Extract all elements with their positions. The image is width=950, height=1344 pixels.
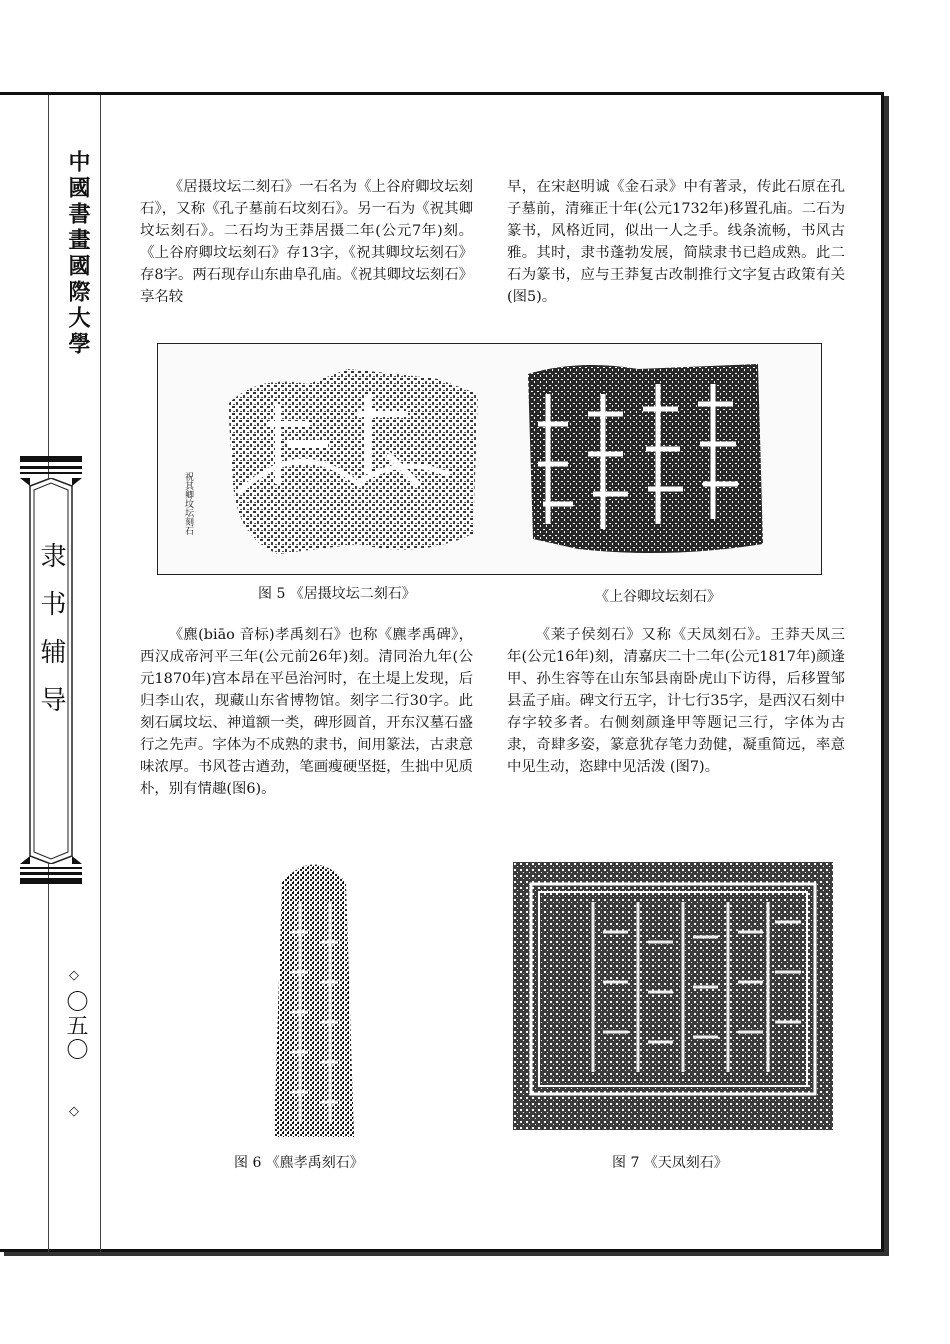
text-column <box>140 624 473 800</box>
ornament-band <box>20 872 82 875</box>
figure-5 <box>157 343 822 575</box>
figure-6-stele-image <box>262 852 366 1142</box>
paragraph: 《麃(biāo 音标)孝禹刻石》也称《麃孝禹碑》，西汉成帝河平三年(公元前26年)刻。清同治九年(公元1870年)宫本昂在平邑治河时，在土堤上发现，后归李山农，现藏山东省博物馆。刻字二行30字。此刻石属坟坛、神道额一类，碑形圆首，开东汉墓石盛行之先声。字体为不成熟的隶书，间用篆法，古隶意味浓厚。书风苍古遒劲，笔画瘦硬坚挺，生拙中见质朴，别有情趣(图6)。 <box>140 627 473 797</box>
page-number: 〇五〇 <box>56 990 94 1062</box>
stone-rubbing-right-image <box>518 354 768 559</box>
paragraph: 《莱子侯刻石》又称《天凤刻石》。王莽天凤三年(公元16年)刻，清嘉庆二十二年(公元1817年)颜逢甲、孙生容等在山东邹县南卧虎山下访得，后移置邹县孟子庙。碑文行五字，计七行35字，是西汉石刻中存字较多者。右侧刻颜逢甲等题记三行，字体为古隶，奇肆多姿，篆意犹存笔力劲健，凝重简远，率意中见生动，恣肆中见活泼 (图7)。 <box>507 627 845 775</box>
sidebar-rule <box>100 95 101 1252</box>
university-name: 中國書畫國際大學 <box>58 150 92 358</box>
ornament-band <box>20 878 82 884</box>
frame-shadow <box>4 1252 889 1256</box>
paragraph: 早，在宋赵明诚《金石录》中有著录，传此石原在孔子墓前，清雍正十年(公元1732年)移置孔庙。二石为篆书，风格近同，似出一人之手。线条流畅，书风古雅。其时，隶书蓬勃发展，简牍隶书已趋成熟。此二石为篆书，应与王莽复古改制推行文字复古政策有关(图5)。 <box>507 179 845 305</box>
ornament-band <box>20 466 82 469</box>
figure-7-tablet-image <box>513 862 833 1130</box>
figure-5-caption: 图 5 《居摄坟坛二刻石》 <box>258 586 416 602</box>
stone-rubbing-left-image <box>218 364 488 559</box>
frame-shadow <box>884 96 889 1256</box>
ornament-band <box>20 867 82 869</box>
text-column <box>507 624 845 778</box>
figure-7-caption: 图 7 《天凤刻石》 <box>612 1155 728 1171</box>
ornament-band <box>20 472 82 474</box>
text-column <box>507 176 845 308</box>
diamond-icon: ◇ <box>69 968 79 983</box>
paragraph: 《居摄坟坛二刻石》一石名为《上谷府卿坟坛刻石》，又称《孔子墓前石坟刻石》。另一石为《祝其卿坟坛刻石》。二石均为王莽居摄二年(公元7年)刻。《上谷府卿坟坛刻石》存13字，《祝其卿坟坛刻石》存8字。两石现存山东曲阜孔庙。《祝其卿坟坛刻石》享名较 <box>140 179 473 305</box>
figure-side-label: 祝其卿坟坛刻石 <box>183 472 193 535</box>
figure-6-caption: 图 6 《麃孝禹刻石》 <box>234 1155 364 1171</box>
ornament-band <box>20 456 82 462</box>
section-title: 隶书辅导 <box>36 542 66 734</box>
diamond-icon: ◇ <box>69 1104 79 1119</box>
figure-5-caption-right: 《上谷卿坟坛刻石》 <box>595 589 721 605</box>
text-column <box>140 176 473 308</box>
